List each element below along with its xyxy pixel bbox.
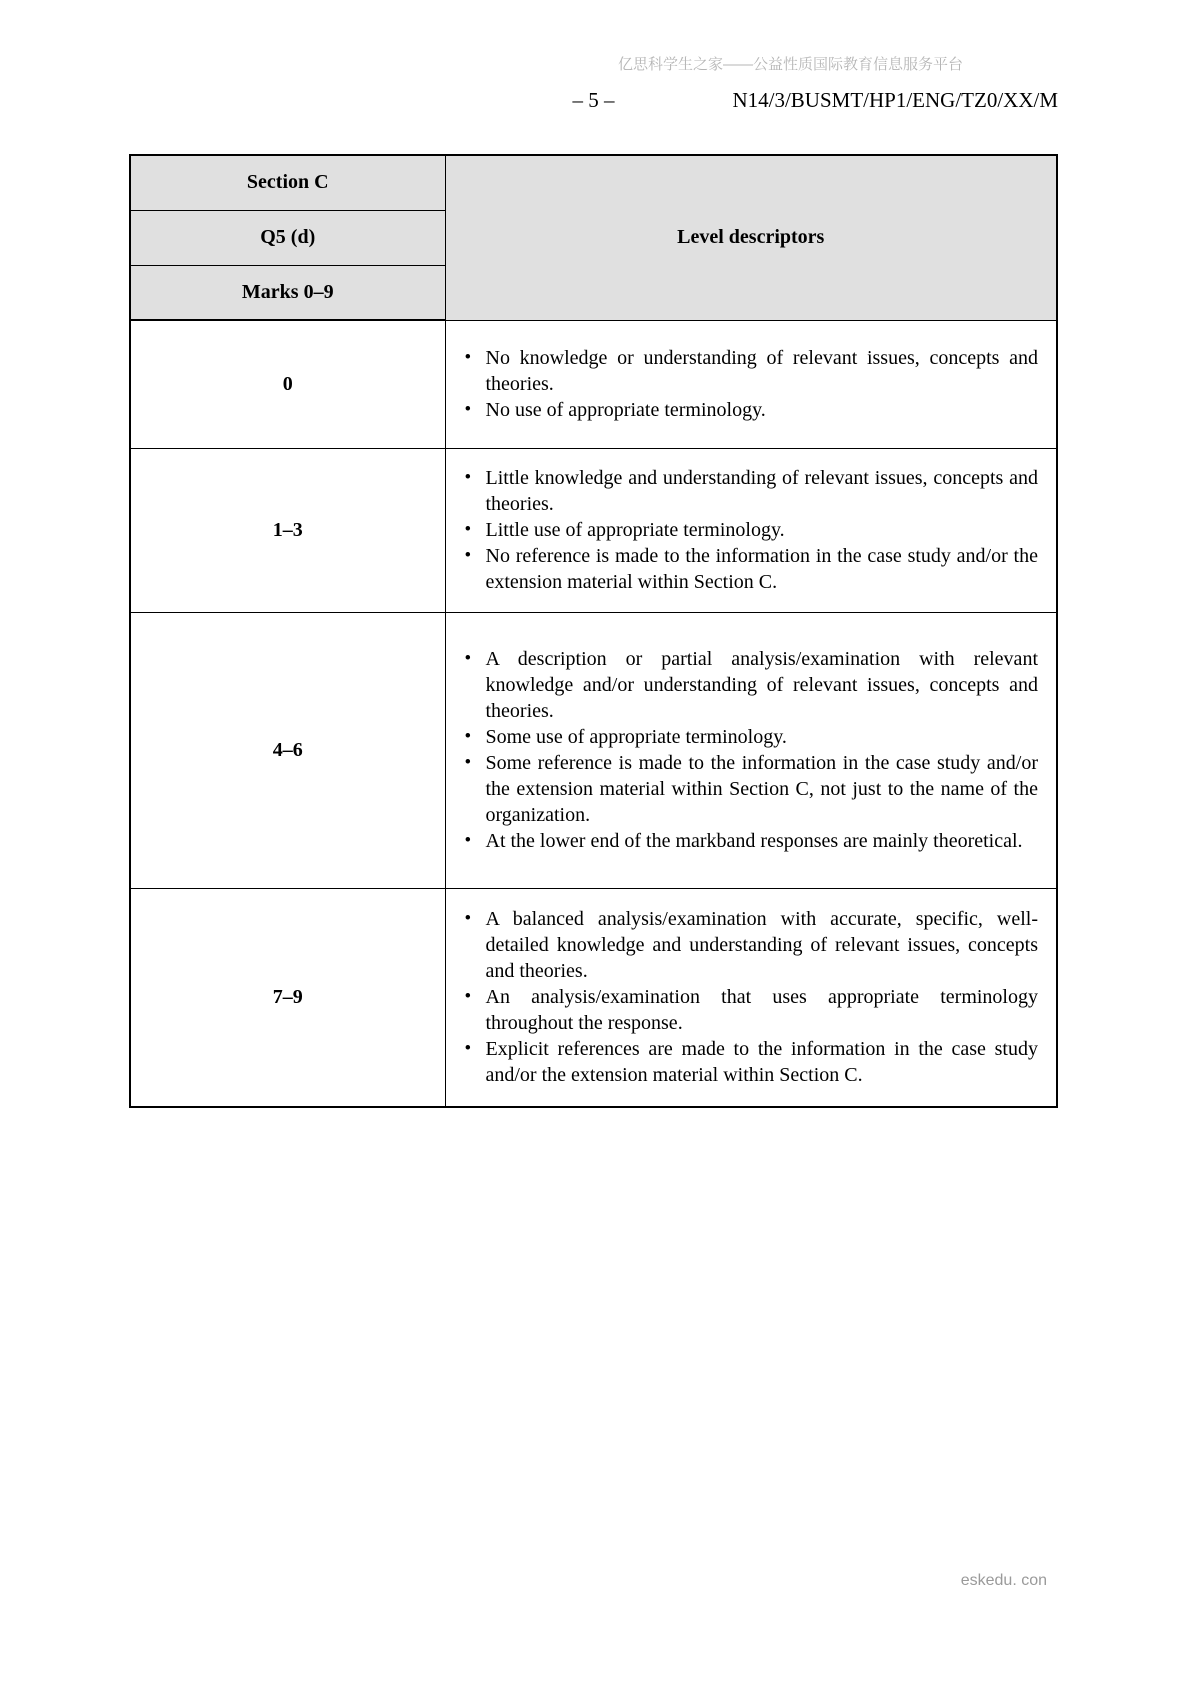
table-row	[130, 888, 1057, 1107]
top-watermark: 亿思科学生之家——公益性质国际教育信息服务平台	[617, 56, 963, 73]
bullet-list	[446, 906, 1039, 1088]
bullet-item: • An analysis/examination that uses appropriate terminology throughout the response.	[486, 984, 1039, 1036]
bullet-item: • A balanced analysis/examination with accurate, specific, well-detailed knowledge and understanding of relevant issues, concepts and theories.	[486, 906, 1039, 984]
bullet-item: • No use of appropriate terminology.	[486, 397, 1039, 423]
bullet-item: • No knowledge or understanding of relevant issues, concepts and theories.	[486, 345, 1039, 397]
section-header-cell: Section C	[130, 155, 445, 210]
descriptor-cell	[445, 448, 1057, 612]
marks-cell: 1–3	[130, 448, 445, 612]
bullet-item: • Little use of appropriate terminology.	[486, 517, 1039, 543]
bullet-list	[446, 646, 1039, 854]
bullet-item: • Some use of appropriate terminology.	[486, 724, 1039, 750]
table-row	[130, 448, 1057, 612]
bullet-item: • Explicit references are made to the information in the case study and/or the extension material within Section C.	[486, 1036, 1039, 1088]
page-header	[129, 88, 1058, 114]
question-header-cell: Q5 (d)	[130, 210, 445, 265]
table-row	[130, 320, 1057, 448]
bullet-item: • A description or partial analysis/examination with relevant knowledge and/or understanding of relevant issues, concepts and theories.	[486, 646, 1039, 724]
bullet-list	[446, 465, 1039, 595]
bullet-item: • No reference is made to the information in the case study and/or the extension material within Section C.	[486, 543, 1039, 595]
document-code: N14/3/BUSMT/HP1/ENG/TZ0/XX/M	[732, 88, 1058, 112]
bullet-item: • Little knowledge and understanding of relevant issues, concepts and theories.	[486, 465, 1039, 517]
page-number: – 5 –	[572, 88, 615, 112]
header-row-section	[130, 155, 1057, 210]
marks-cell: 0	[130, 320, 445, 448]
markband-rows	[130, 320, 1057, 1107]
bottom-watermark: eskedu. con	[960, 1572, 1047, 1589]
level-descriptors-header-cell: Level descriptors	[445, 155, 1057, 320]
marks-cell: 4–6	[130, 612, 445, 888]
bullet-list	[446, 345, 1039, 423]
bullet-item: • At the lower end of the markband responses are mainly theoretical.	[486, 828, 1039, 854]
descriptor-cell	[445, 612, 1057, 888]
table-row	[130, 612, 1057, 888]
marks-cell: 7–9	[130, 888, 445, 1107]
markband-table	[129, 154, 1058, 1108]
descriptor-cell	[445, 888, 1057, 1107]
descriptor-cell	[445, 320, 1057, 448]
bullet-item: • Some reference is made to the information in the case study and/or the extension material within Section C, not just to the name of the organization.	[486, 750, 1039, 828]
marks-header-cell: Marks 0–9	[130, 265, 445, 320]
markband-table-header	[130, 155, 1057, 320]
